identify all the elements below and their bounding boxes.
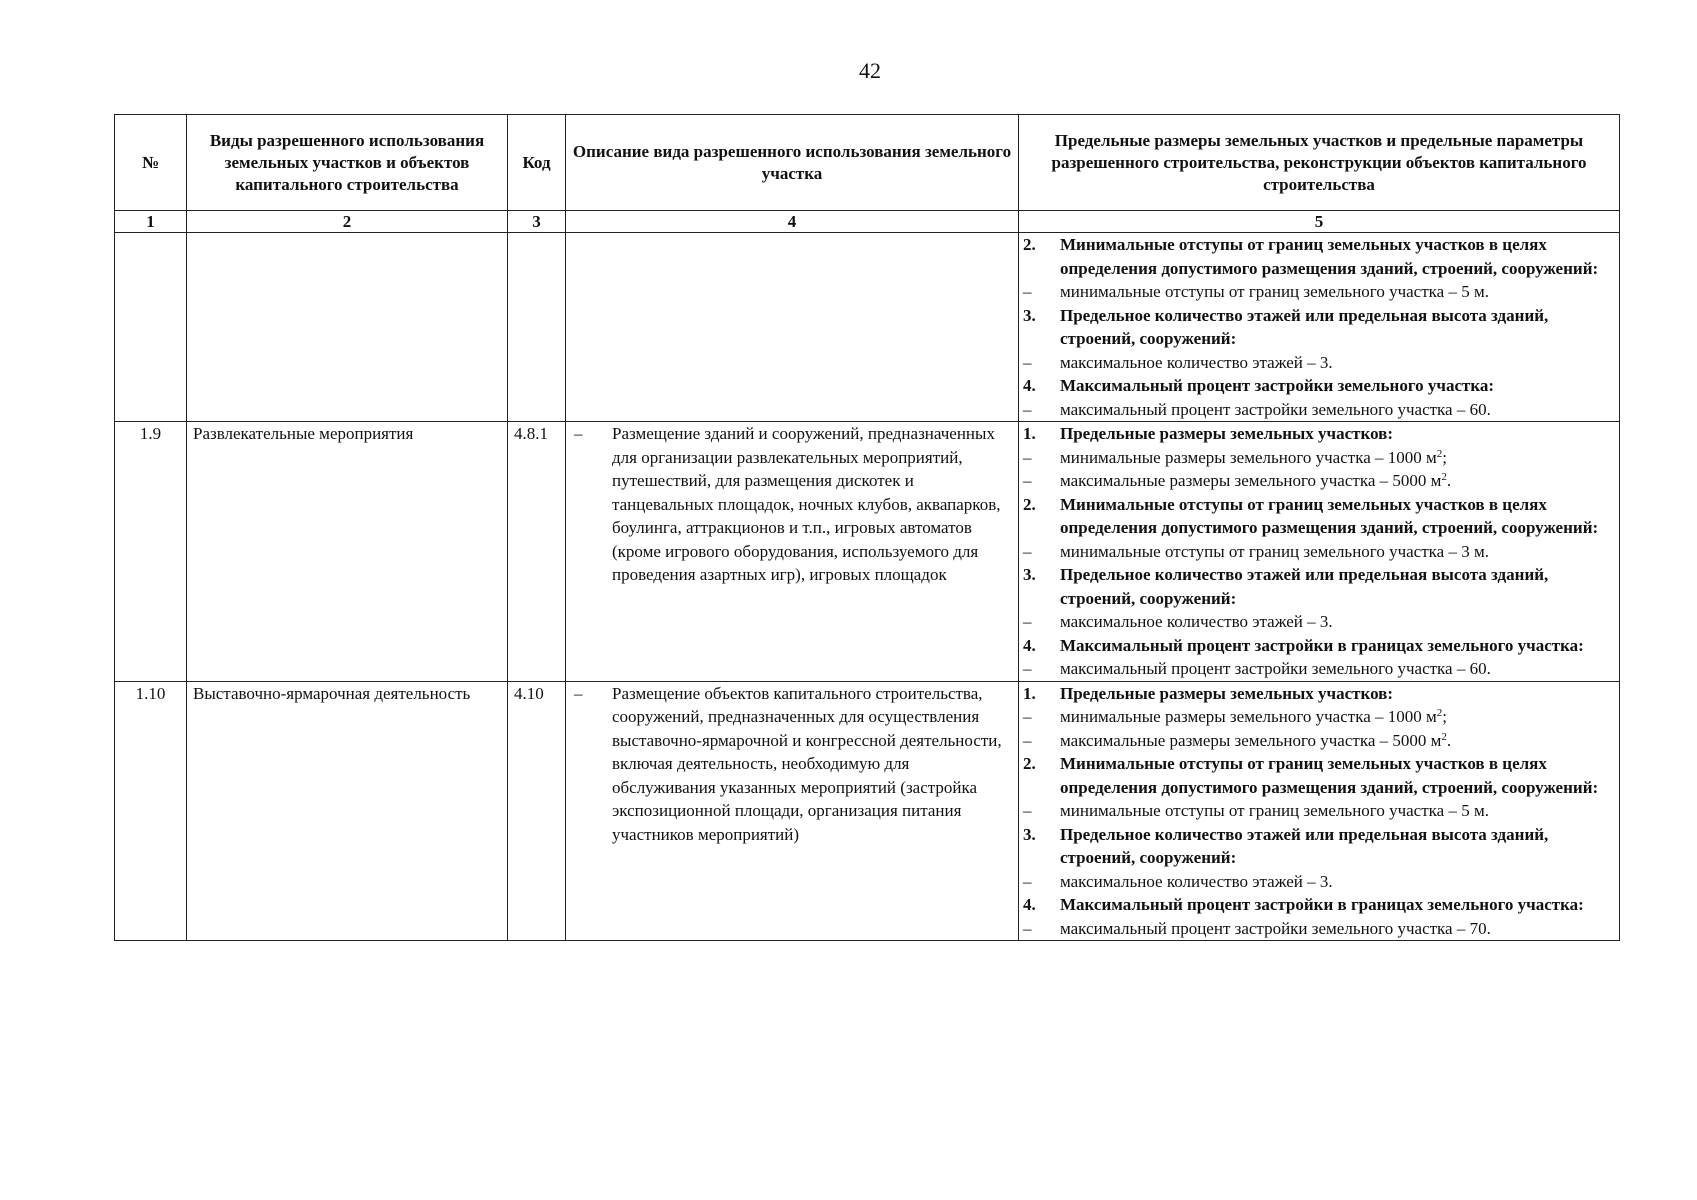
header-row [115,115,1620,211]
description-cell [566,681,1019,941]
parameter-text [1060,705,1615,729]
description-cell [566,422,1019,682]
list-marker: 1. [1023,424,1036,443]
parameter-heading [1023,233,1615,280]
parameter-heading [1023,893,1615,917]
list-marker: – [1023,730,1032,750]
parameter-item [1023,351,1615,375]
empty-cell [508,233,566,422]
superscript: 2 [1441,730,1447,743]
list-marker: – [1023,612,1032,631]
superscript: 2 [1436,447,1443,460]
parameter-text [1060,823,1615,870]
parameter-text-main: Минимальные отступы от границ земельных участков в целях определения допустимого размещения зданий, строений, сооружений: [1060,494,1599,537]
parameter-text [1060,374,1615,398]
parameter-text-main: Предельные размеры земельных участков: [1060,683,1394,703]
list-marker: – [1023,352,1032,372]
parameter-text-main: максимальный процент застройки земельного участка – 70. [1060,918,1491,938]
parameter-text [1060,233,1615,280]
parameter-text-main: Предельное количество этажей или предельная высота зданий, строений, сооружений: [1060,305,1549,348]
parameter-text-main: Предельное количество этажей или предельная высота зданий, строений, сооружений: [1060,824,1549,867]
parameter-text-main: минимальные отступы от границ земельного участка – 3 м. [1060,541,1489,561]
parameters-cell [1019,233,1620,422]
parameters-cell [1019,681,1620,941]
list-marker: – [1023,541,1032,561]
row-number: 1.9 [115,422,187,682]
column-number: 4 [566,211,1019,233]
parameter-text-main: максимальное количество этажей – 3. [1060,352,1333,372]
parameter-text [1060,870,1615,894]
parameter-text-main: минимальные отступы от границ земельного участка – 5 м. [1060,282,1489,301]
parameter-text-main: Предельные размеры земельных участков: [1060,424,1394,443]
header-use-type: Виды разрешенного использования земельных участков и объектов капитального строительства [187,115,508,211]
column-number-row [115,211,1620,233]
description-text: Размещение зданий и сооружений, предназначенных для организации развлекательных мероприятий, путешествий, для размещения дискотек и танцевальных площадок, ночных клубов, аквапарков, боулинга, аттракционов и т.п., игровых автоматов (кроме игрового оборудования, используемого для проведения азартных игр), игровых площадок [612,424,1001,584]
parameter-item [1023,398,1615,422]
parameter-text [1060,422,1615,446]
list-marker: 3. [1023,824,1036,844]
parameter-heading [1023,374,1615,398]
dash-marker: – [574,424,583,443]
parameter-item [1023,705,1615,729]
empty-cell [187,233,508,422]
parameter-text [1060,657,1615,681]
parameter-text-main: максимальное количество этажей – 3. [1060,612,1333,631]
parameter-text-main: минимальные отступы от границ земельного участка – 5 м. [1060,801,1489,820]
parameter-text-main: максимальные размеры земельного участка – 5000 м [1060,471,1442,490]
use-code: 4.10 [508,681,566,941]
use-type-name: Выставочно-ярмарочная деятельность [187,681,508,941]
dash-marker: – [574,683,583,703]
parameter-text-main: Максимальный процент застройки в границах земельного участка: [1060,635,1584,655]
parameter-text-main: максимальный процент застройки земельного участка – 60. [1060,399,1491,419]
continuation-row [115,233,1620,422]
list-marker: – [1023,447,1032,467]
list-marker: 3. [1023,565,1036,584]
list-marker: – [1023,918,1032,938]
parameter-item [1023,917,1615,941]
parameter-heading [1023,823,1615,870]
list-marker: – [1023,399,1032,419]
list-marker: 1. [1023,683,1036,703]
parameter-item [1023,610,1615,634]
list-marker: 2. [1023,754,1036,773]
parameter-item [1023,799,1615,823]
parameter-text-main: Предельное количество этажей или предельная высота зданий, строений, сооружений: [1060,565,1549,608]
parameter-text-main: Минимальные отступы от границ земельных участков в целях определения допустимого размещения зданий, строений, сооружений: [1060,754,1599,797]
parameter-text-main: Максимальный процент застройки в границах земельного участка: [1060,895,1584,914]
empty-cell [566,233,1019,422]
list-marker: 4. [1023,635,1036,655]
parameter-text-tail: . [1446,471,1452,490]
parameter-text [1060,682,1615,706]
use-code: 4.8.1 [508,422,566,682]
use-type-name: Развлекательные мероприятия [187,422,508,682]
column-number: 5 [1019,211,1620,233]
table-row [115,422,1620,682]
column-number: 3 [508,211,566,233]
list-marker: 3. [1023,305,1036,325]
parameter-item [1023,540,1615,564]
parameter-text [1060,752,1615,799]
superscript: 2 [1441,471,1447,483]
parameter-item [1023,870,1615,894]
parameter-heading [1023,493,1615,540]
list-marker: 4. [1023,376,1036,395]
parameter-text-main: Минимальные отступы от границ земельных участков в целях определения допустимого размещения зданий, строений, сооружений: [1060,235,1599,278]
parameter-item [1023,446,1615,470]
list-marker: – [1023,282,1032,301]
list-marker: – [1023,871,1032,891]
parameters-cell [1019,422,1620,682]
parameter-text [1060,540,1615,564]
parameter-text-main: минимальные размеры земельного участка – 1000 м [1060,707,1437,726]
parameter-text [1060,610,1615,634]
parameter-text [1060,469,1615,493]
list-marker: – [1023,659,1032,678]
list-marker: – [1023,801,1032,820]
parameter-item [1023,729,1615,753]
parameter-text-tail: ; [1442,447,1447,467]
list-marker: – [1023,471,1032,490]
list-marker: 4. [1023,895,1036,914]
parameter-text-main: максимальное количество этажей – 3. [1060,871,1333,891]
parameter-text [1060,280,1615,304]
description-text: Размещение объектов капитального строительства, сооружений, предназначенных для осуществления выставочно-ярмарочной и конгрессной деятельности, включая деятельность, необходимую для обслуживания указанных мероприятий (застройка экспозиционной площади, организация питания участников мероприятий) [612,683,1002,844]
header-code: Код [508,115,566,211]
header-parameters: Предельные размеры земельных участков и предельные параметры разрешенного строительства, реконструкции объектов капитального строительства [1019,115,1620,211]
parameter-text-main: максимальный процент застройки земельного участка – 60. [1060,659,1491,678]
parameter-text [1060,729,1615,753]
parameter-heading [1023,752,1615,799]
parameter-text-main: Максимальный процент застройки земельного участка: [1060,376,1495,395]
parameter-text [1060,799,1615,823]
parameter-text-main: максимальные размеры земельного участка – 5000 м [1060,730,1442,750]
table-row [115,681,1620,941]
list-marker: 2. [1023,494,1036,514]
parameter-item [1023,280,1615,304]
parameter-item [1023,469,1615,493]
parameter-text [1060,634,1615,658]
page-number: 42 [859,58,881,83]
header-description: Описание вида разрешенного использования земельного участка [566,115,1019,211]
parameter-text [1060,304,1615,351]
parameter-heading [1023,563,1615,610]
parameter-text [1060,446,1615,470]
parameter-heading [1023,634,1615,658]
superscript: 2 [1436,707,1443,719]
parameter-text [1060,563,1615,610]
parameter-text-main: минимальные размеры земельного участка – 1000 м [1060,447,1437,467]
parameter-heading [1023,422,1615,446]
empty-cell [115,233,187,422]
header-number: № [115,115,187,211]
parameter-item [1023,657,1615,681]
column-number: 2 [187,211,508,233]
parameter-text-tail: ; [1442,707,1447,726]
parameter-text [1060,893,1615,917]
row-number: 1.10 [115,681,187,941]
column-number: 1 [115,211,187,233]
parameter-text [1060,917,1615,941]
parameter-heading [1023,304,1615,351]
parameter-text [1060,493,1615,540]
parameter-heading [1023,682,1615,706]
land-use-table [114,114,1620,941]
list-marker: – [1023,707,1032,726]
list-marker: 2. [1023,235,1036,254]
parameter-text [1060,351,1615,375]
parameter-text [1060,398,1615,422]
parameter-text-tail: . [1446,730,1452,750]
